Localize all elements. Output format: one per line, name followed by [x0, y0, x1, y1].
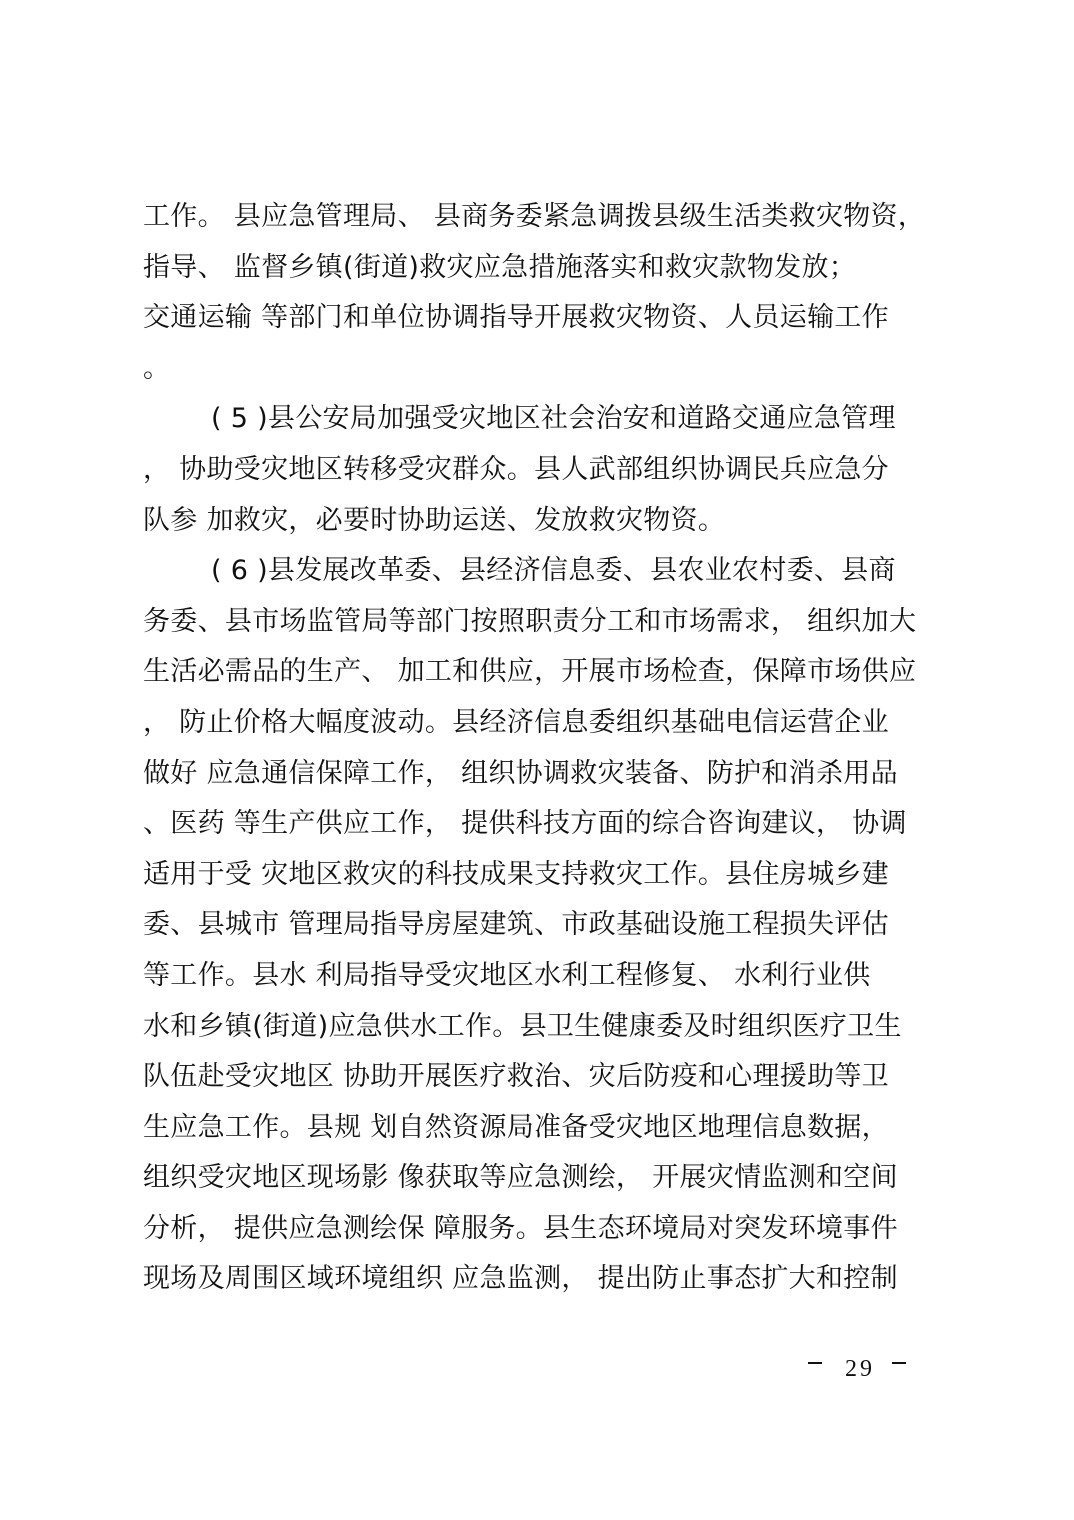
text-line: 指导、 监督乡镇(街道)救灾应急措施落实和救灾款物发放； [143, 251, 857, 283]
text-line: 工作。 县应急管理局、 县商务委紧急调拨县级生活类救灾物资， [143, 201, 926, 232]
text-line: ( 5 )县公安局加强受灾地区社会治安和道路交通应急管理 [211, 403, 896, 435]
text-line: 队参 加救灾，必要时协助运送、发放救灾物资。 [143, 504, 726, 536]
page-footer [800, 1344, 920, 1384]
text-line: 队伍赴受灾地区 协助开展医疗救治、灾后防疫和心理援助等卫 [143, 1061, 889, 1093]
text-line: 生应急工作。县规 划自然资源局准备受灾地区地理信息数据， [143, 1111, 889, 1143]
text-line: 生活必需品的生产、 加工和供应，开展市场检查，保障市场供应 [143, 656, 917, 688]
text-line: 、医药 等生产供应工作， 提供科技方面的综合咨询建议， 协调 [143, 808, 907, 840]
text-line: 务委、县市场监管局等部门按照职责分工和市场需求， 组织加大 [143, 605, 917, 637]
text-line: ， 协助受灾地区转移受灾群众。县人武部组织协调民兵应急分 [143, 453, 889, 485]
dash-right-icon [892, 1362, 906, 1364]
text-line: 组织受灾地区现场影 像获取等应急测绘， 开展灾情监测和空间 [143, 1162, 898, 1194]
text-line: 做好 应急通信保障工作， 组织协调救灾装备、防护和消杀用品 [143, 757, 898, 789]
text-line: 适用于受 灾地区救灾的科技成果支持救灾工作。县住房城乡建 [143, 858, 889, 890]
text-line: 交通运输 等部门和单位协调指导开展救灾物资、人员运输工作 [143, 302, 889, 334]
text-line: ( 6 )县发展改革委、县经济信息委、县农业农村委、县商 [211, 555, 896, 587]
text-line: 。 [143, 352, 171, 384]
text-line: ， 防止价格大幅度波动。县经济信息委组织基础电信运营企业 [143, 706, 889, 738]
text-line: 分析， 提供应急测绘保 障服务。县生态环境局对突发环境事件 [143, 1212, 898, 1244]
dash-left-icon [808, 1362, 822, 1364]
text-line: 委、县城市 管理局指导房屋建筑、市政基础设施工程损失评估 [143, 909, 889, 941]
text-line: 等工作。县水 利局指导受灾地区水利工程修复、 水利行业供 [143, 959, 871, 991]
text-line: 现场及周围区域环境组织 应急监测， 提出防止事态扩大和控制 [143, 1263, 898, 1295]
page-number: 29 [845, 1356, 875, 1382]
body-text [143, 192, 943, 1305]
text-line: 水和乡镇(街道)应急供水工作。县卫生健康委及时组织医疗卫生 [143, 1010, 902, 1042]
